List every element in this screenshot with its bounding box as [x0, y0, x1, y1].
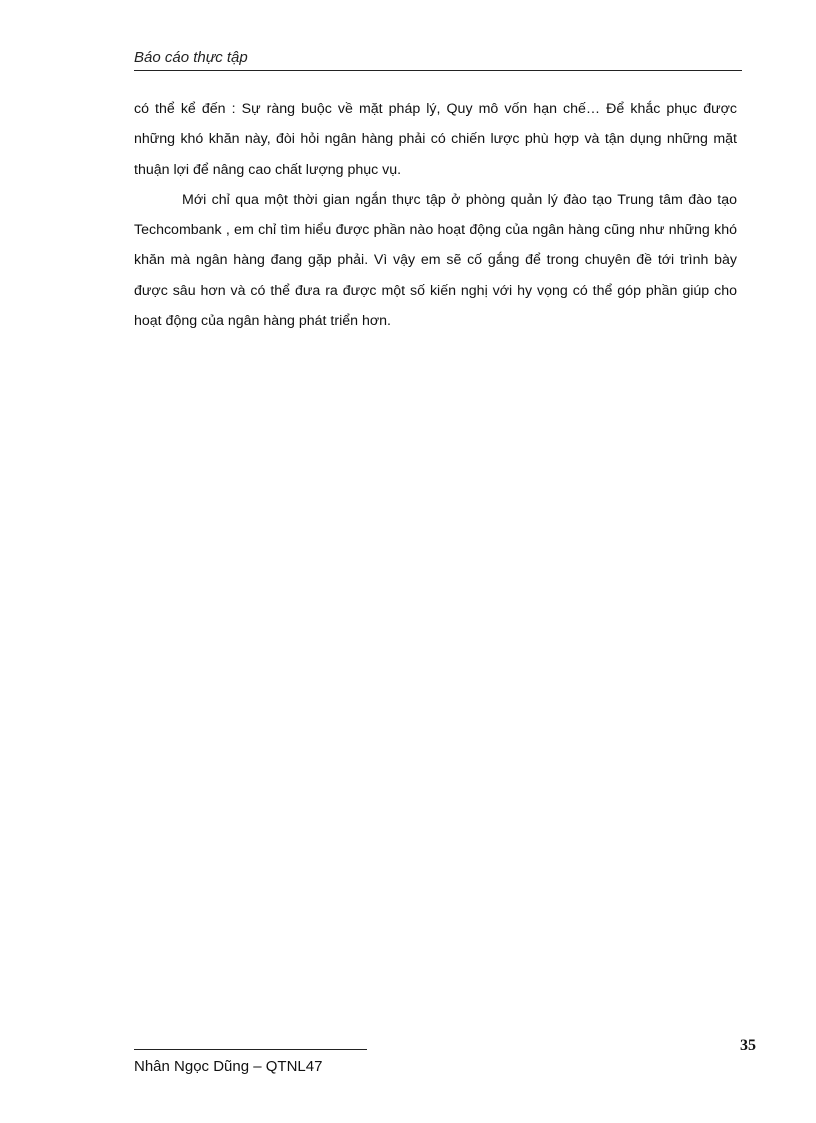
page-header [134, 48, 742, 71]
paragraph: Mới chỉ qua một thời gian ngắn thực tập ở phòng quản lý đào tạo Trung tâm đào tạo Techcombank , em chỉ tìm hiểu được phần nào hoạt động của ngân hàng cũng như những khó khăn mà ngân hàng đang gặp phải. Vì vậy em sẽ cố gắng để trong chuyên đề tới trình bày được sâu hơn và có thể đưa ra được một số kiến nghị với hy vọng có thể góp phần giúp cho hoạt động của ngân hàng phát triển hơn. [134, 191, 737, 330]
footer-author: Nhân Ngọc Dũng – QTNL47 [134, 1058, 323, 1075]
header-title: Báo cáo thực tập [134, 49, 248, 66]
paragraph: có thể kể đến : Sự ràng buộc về mặt pháp lý, Quy mô vốn hạn chế… Để khắc phục được những khó khăn này, đòi hỏi ngân hàng phải có chiến lược phù hợp và tận dụng những mặt thuận lợi để nâng cao chất lượng phục vụ. [134, 101, 737, 178]
footer-divider [134, 1049, 367, 1050]
page-number: 35 [740, 1037, 756, 1054]
document-body [134, 94, 737, 336]
